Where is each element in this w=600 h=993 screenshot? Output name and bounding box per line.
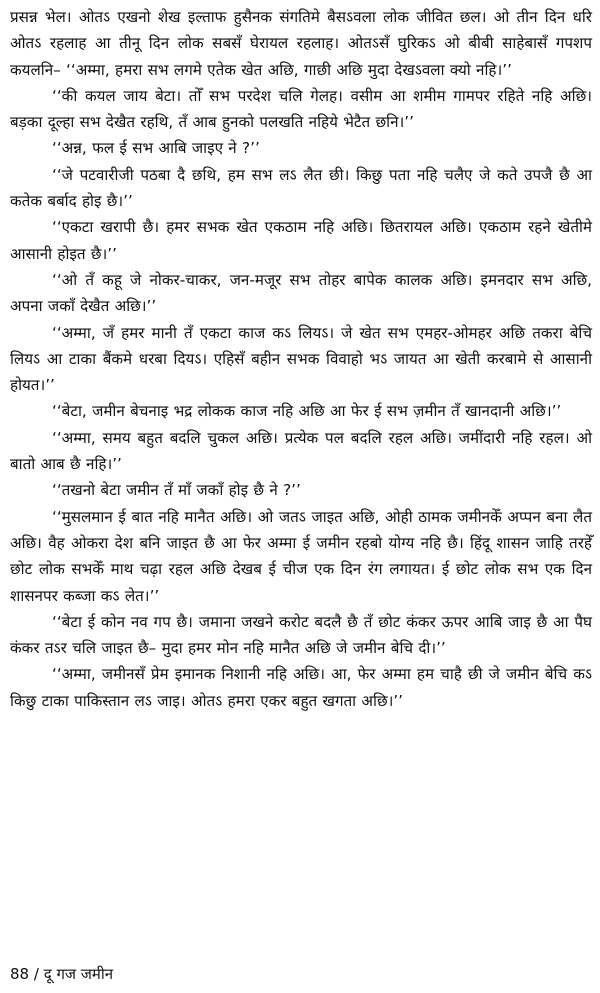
paragraph: ‘‘अम्मा, जँ हमर मानी तँ एकटा काज कऽ लियऽ। जे खेत सभ एमहर-ओमहर अछि तकरा बेचि लियऽ आ टाका बैंकमे धरबा दियऽ। एहिसँ बहीन सभक विवाहो भऽ जायत आ खेती करबामे से आसानी होयत।’’: [10, 323, 592, 395]
paragraph: ‘‘मुसलमान ई बात नहि मानैत अछि। ओ जतऽ जाइत अछि, ओही ठामक जमीनकेँ अप्पन बना लैत अछि। वैह ओकरा देश बनि जाइत छै आ फेर अम्मा ई जमीन रहबो योग्य नहि छै। हिंदू शासन जाहि तरहेँ छोट लोक सभकेँ माथ चढ़ा रहल अछि देखब ई चीज एक दिन रंग लगायत। ई छोट लोक सभ एक दिन शासनपर कब्जा कऽ लेत।’’: [10, 507, 592, 605]
paragraph: ‘‘अम्मा, जमीनसँ प्रेम इमानक निशानी नहि अछि। आ, फेर अम्मा हम चाहै छी जे जमीन बेचि कऽ किछु टाका पाकिस्तान लऽ जाइ। ओतऽ हमरा एकर बहुत खगता अछि।’’: [10, 665, 592, 710]
paragraph: ‘‘बेटा ई कोन नव गप छै। जमाना जखने करोट बदलै छै तँ छोट कंकर ऊपर आबि जाइ छै आ पैघ कंकर तऽर चलि जाइत छै– मुदा हमर मोन नहि मानैत अछि जे जमीन बेचि दी।’’: [10, 612, 592, 658]
paragraph: प्रसन्न भेल। ओतऽ एखनो शेख इल्ताफ हुसैनक संगतिमे बैसऽवला लोक जीवित छल। ओ तीन दिन धरि ओतऽ रहलाह आ तीनू दिन लोक सबसँ घेरायल रहलाह। ओतऽसँ घुरिकऽ ओ बीबी साहेबासँ गपशप कयलनि– ‘‘अम्मा, हमरा सभ लगमे एतेक खेत अछि, गाछी अछि मुदा देखऽवला क्यो नहि।’’: [10, 8, 592, 79]
footer-separator: /: [33, 965, 39, 983]
page-footer: [10, 963, 113, 985]
paragraph: ‘‘की कयल जाय बेटा। तोँ सभ परदेश चलि गेलह। वसीम आ शमीम गामपर रहिते नहि अछि। बड़का दूल्हा सभ देखैत रहथि, तँ आब हुनको पलखति नहिये भेटैत छनि।’’: [10, 86, 592, 132]
book-title: दू गज जमीन: [43, 965, 114, 983]
paragraph: ‘‘तखनो बेटा जमीन तँ माँ जकाँ होइ छै ने ?’’: [52, 481, 301, 500]
paragraph: ‘‘ओ तँ कहू जे नोकर-चाकर, जन-मजूर सभ तोहर बापेक कालक अछि। इमनदार सभ अछि, अपना जकाँ देखैत अछि।’’: [10, 270, 592, 316]
body-text: [10, 4, 592, 714]
paragraph: ‘‘बेटा, जमीन बेचनाइ भद्र लोकक काज नहि अछि आ फेर ई सभ ज़मीन तँ खानदानी अछि।’’: [52, 402, 562, 421]
paragraph: ‘‘अन्न, फल ई सभ आबि जाइए ने ?’’: [52, 139, 260, 158]
page-number: 88: [10, 965, 30, 983]
paragraph: ‘‘जे पटवारीजी पठबा दै छथि, हम सभ लऽ लैत छी। किछु पता नहि चलैए जे कते उपजै छै आ कतेक बर्बाद होइ छै।’’: [10, 165, 592, 211]
paragraph: ‘‘अम्मा, समय बहुत बदलि चुकल अछि। प्रत्येक पल बदलि रहल अछि। जमींदारी नहि रहल। ओ बातो आब छै नहि।’’: [10, 428, 592, 474]
paragraph: ‘‘एकटा खरापी छै। हमर सभक खेत एकठाम नहि अछि। छितरायल अछि। एकठाम रहने खेतीमे आसानी होइत छै।’’: [10, 218, 592, 263]
